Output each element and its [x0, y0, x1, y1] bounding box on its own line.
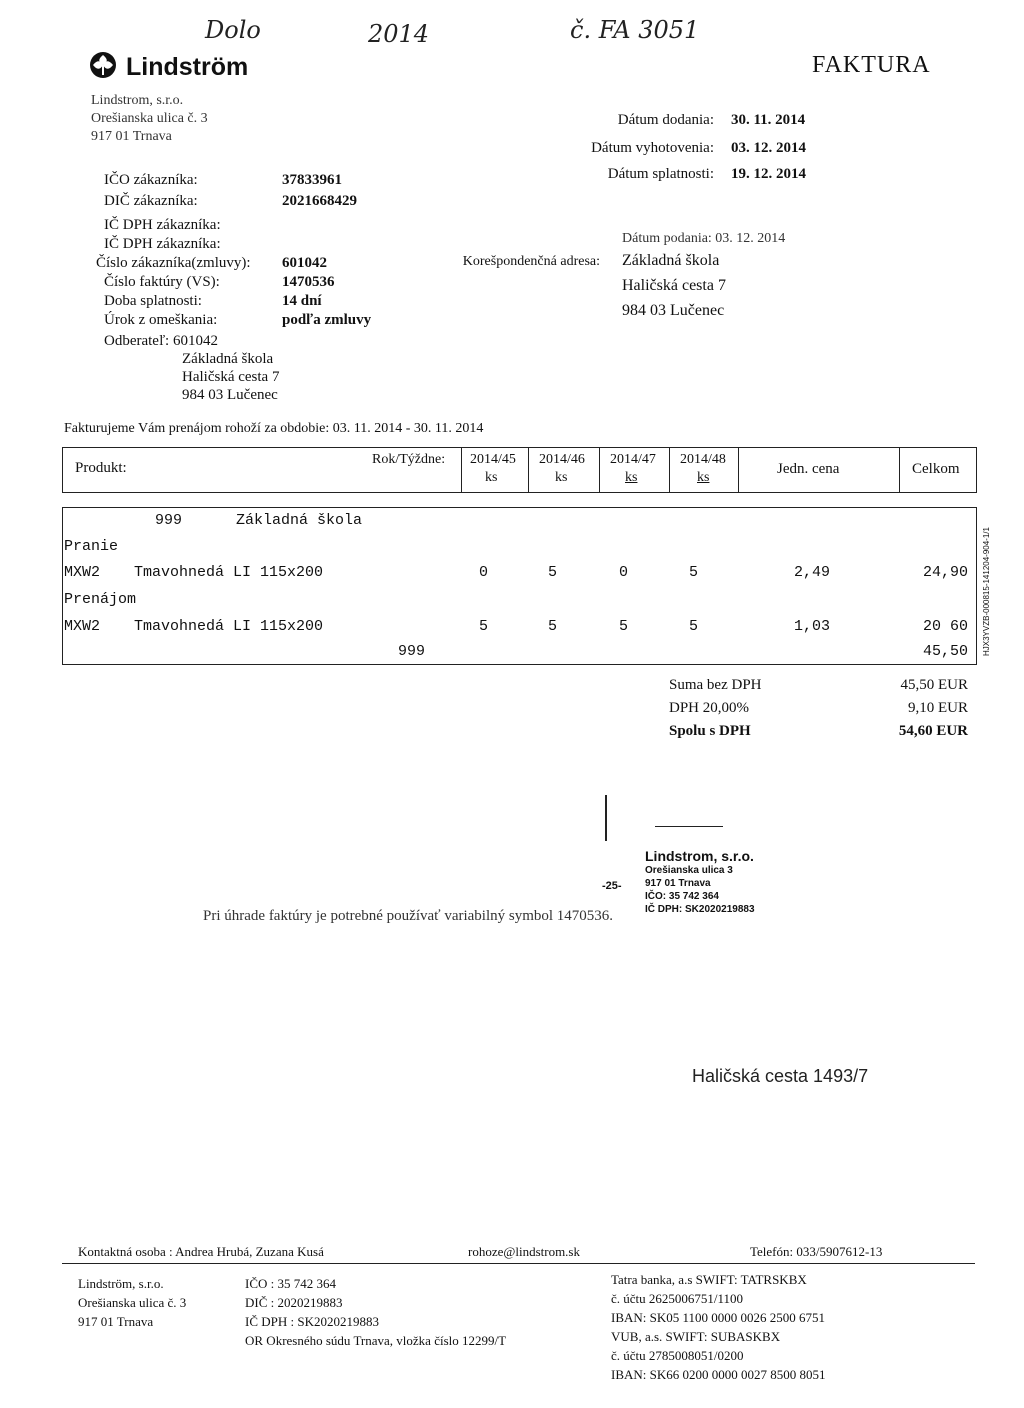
brand-name: Lindström — [126, 53, 249, 81]
row1-code: MXW2 — [64, 564, 101, 581]
vat-amount: 9,10 EUR — [908, 700, 968, 716]
customer-dic: 2021668429 — [282, 193, 357, 209]
header-unit-47: ks — [625, 470, 638, 485]
correspondence-city: 984 03 Lučenec — [622, 302, 725, 319]
signature-mark — [605, 795, 607, 841]
gross-amount: 54,60 EUR — [898, 723, 968, 739]
payment-term-label: Doba splatnosti: — [104, 293, 202, 309]
payment-note: Pri úhrade faktúry je potrebné používať variabilný symbol 1470536. — [203, 908, 614, 924]
footer-iban2: IBAN: SK66 0200 0000 0027 8500 8051 — [611, 1367, 826, 1382]
due-date: 19. 12. 2014 — [731, 166, 806, 182]
table-header — [62, 447, 977, 493]
interest-label: Úrok z omeškania: — [104, 312, 218, 328]
subtotal-code: 999 — [398, 643, 426, 660]
row1-qty-47: 0 — [619, 564, 629, 581]
row2-total: 20 60 — [922, 618, 968, 635]
site-row: 999 Základná škola — [155, 512, 363, 529]
issue-date: 03. 12. 2014 — [731, 140, 806, 156]
delivery-date-label: Dátum dodania: — [617, 112, 714, 128]
vat-label: DPH 20,00% — [669, 700, 750, 716]
gross-label: Spolu s DPH — [669, 723, 751, 739]
delivery-date: 30. 11. 2014 — [731, 112, 806, 128]
header-product: Produkt: — [75, 460, 127, 476]
invoice-number-label: Číslo faktúry (VS): — [104, 274, 220, 290]
invoice-number: 1470536 — [282, 274, 335, 290]
footer-city: 917 01 Trnava — [78, 1314, 154, 1329]
header-week-45: 2014/45 — [470, 452, 516, 467]
billing-period: Fakturujeme Vám prenájom rohoží za obdobie: 03. 11. 2014 - 30. 11. 2014 — [64, 421, 484, 436]
stamp-company: Lindstrom, s.r.o. — [645, 848, 754, 864]
row2-unit-price: 1,03 — [793, 618, 830, 635]
interest-value: podľa zmluvy — [282, 312, 372, 328]
header-unit-48: ks — [697, 470, 710, 485]
customer-icdph-label: IČ DPH zákazníka: — [104, 217, 221, 233]
clover-icon — [88, 50, 118, 85]
stamp-mark: -25- — [602, 880, 622, 892]
stamp-city: 917 01 Trnava — [645, 878, 711, 889]
footer-divider — [62, 1263, 975, 1264]
footer-contact: Kontaktná osoba : Andrea Hrubá, Zuzana Kusá — [78, 1244, 324, 1259]
row1-qty-45: 0 — [479, 564, 489, 581]
header-unit-price: Jedn. cena — [777, 461, 840, 477]
header-week-46: 2014/46 — [539, 452, 585, 467]
subtotal-value: 45,50 — [922, 643, 968, 660]
footer-iban1: IBAN: SK05 1100 0000 0026 2500 6751 — [611, 1310, 826, 1325]
sender-name: Lindstrom, s.r.o. — [91, 93, 184, 108]
filing-date: Dátum podania: 03. 12. 2014 — [622, 231, 786, 246]
footer-company: Lindström, s.r.o. — [78, 1276, 164, 1291]
net-amount: 45,50 EUR — [900, 677, 968, 693]
footer-phone: Telefón: 033/5907612-13 — [750, 1244, 883, 1259]
group-rental: Prenájom — [64, 591, 137, 608]
issue-date-label: Dátum vyhotovenia: — [591, 140, 714, 156]
footer-dic: DIČ : 2020219883 — [245, 1295, 343, 1310]
row1-total: 24,90 — [922, 564, 968, 581]
row2-qty-46: 5 — [548, 618, 558, 635]
group-washing: Pranie — [64, 538, 119, 555]
customer-number: 601042 — [282, 255, 327, 271]
table-body — [62, 507, 977, 665]
footer-account1: č. účtu 2625006751/1100 — [611, 1291, 744, 1306]
customer-dic-label: DIČ zákazníka: — [104, 193, 198, 209]
document-side-code: HJX3YVZB-000815-141204-904-1/1 — [982, 527, 991, 656]
stamp-street: Orešianska ulica 3 — [645, 865, 733, 876]
buyer-label: Odberateľ: 601042 — [104, 333, 218, 349]
footer-bank2: VUB, a.s. SWIFT: SUBASKBX — [611, 1329, 781, 1344]
row2-code: MXW2 — [64, 618, 101, 635]
row1-unit-price: 2,49 — [793, 564, 830, 581]
customer-icdph-label-2: IČ DPH zákazníka: — [104, 236, 221, 252]
row2-qty-45: 5 — [479, 618, 489, 635]
address-stamp: Haličská cesta 1493/7 — [692, 1066, 869, 1086]
row1-description: Tmavohnedá LI 115x200 — [134, 564, 324, 581]
header-unit-45: ks — [485, 470, 498, 485]
handwritten-note-year: 2014 — [368, 20, 430, 48]
footer-register: OR Okresného súdu Trnava, vložka číslo 12299/T — [245, 1333, 507, 1348]
header-week-label: Rok/Týždne: — [372, 452, 446, 467]
header-week-47: 2014/47 — [610, 452, 656, 467]
row2-qty-47: 5 — [619, 618, 629, 635]
buyer-city: 984 03 Lučenec — [182, 387, 278, 403]
footer-account2: č. účtu 2785008051/0200 — [611, 1348, 744, 1363]
customer-number-label: Číslo zákazníka(zmluvy): — [96, 255, 251, 271]
row1-qty-46: 5 — [548, 564, 558, 581]
stamp-icdph: IČ DPH: SK2020219883 — [645, 904, 755, 915]
footer-email: rohoze@lindstrom.sk — [468, 1244, 580, 1259]
stamp-ico: IČO: 35 742 364 — [645, 891, 719, 902]
header-week-48: 2014/48 — [680, 452, 726, 467]
header-unit-46: ks — [555, 470, 568, 485]
footer-street: Orešianska ulica č. 3 — [78, 1295, 187, 1310]
handwritten-note-invoice: č. FA 3051 — [570, 16, 700, 44]
buyer-street: Haličská cesta 7 — [182, 369, 280, 385]
handwritten-note-dolo: Dolo — [205, 16, 261, 44]
footer-icdph: IČ DPH : SK2020219883 — [245, 1314, 379, 1329]
footer-ico: IČO : 35 742 364 — [245, 1276, 336, 1291]
row2-qty-48: 5 — [689, 618, 699, 635]
sender-street: Orešianska ulica č. 3 — [91, 111, 208, 126]
payment-term: 14 dní — [282, 293, 322, 309]
buyer-name: Základná škola — [182, 351, 274, 367]
header-total: Celkom — [912, 461, 960, 477]
sender-city: 917 01 Trnava — [91, 129, 172, 144]
correspondence-street: Haličská cesta 7 — [622, 277, 726, 294]
row1-qty-48: 5 — [689, 564, 699, 581]
correspondence-label: Korešpondenčná adresa: — [462, 254, 600, 269]
brand-logo — [88, 50, 248, 85]
footer-bank1: Tatra banka, a.s SWIFT: TATRSKBX — [611, 1272, 807, 1287]
row2-description: Tmavohnedá LI 115x200 — [134, 618, 324, 635]
document-title: FAKTURA — [812, 52, 931, 78]
due-date-label: Dátum splatnosti: — [607, 166, 714, 182]
correspondence-name: Základná škola — [622, 252, 720, 269]
customer-ico-label: IČO zákazníka: — [104, 172, 198, 188]
signature-line — [655, 826, 723, 827]
customer-ico: 37833961 — [282, 172, 342, 188]
net-label: Suma bez DPH — [669, 677, 762, 693]
